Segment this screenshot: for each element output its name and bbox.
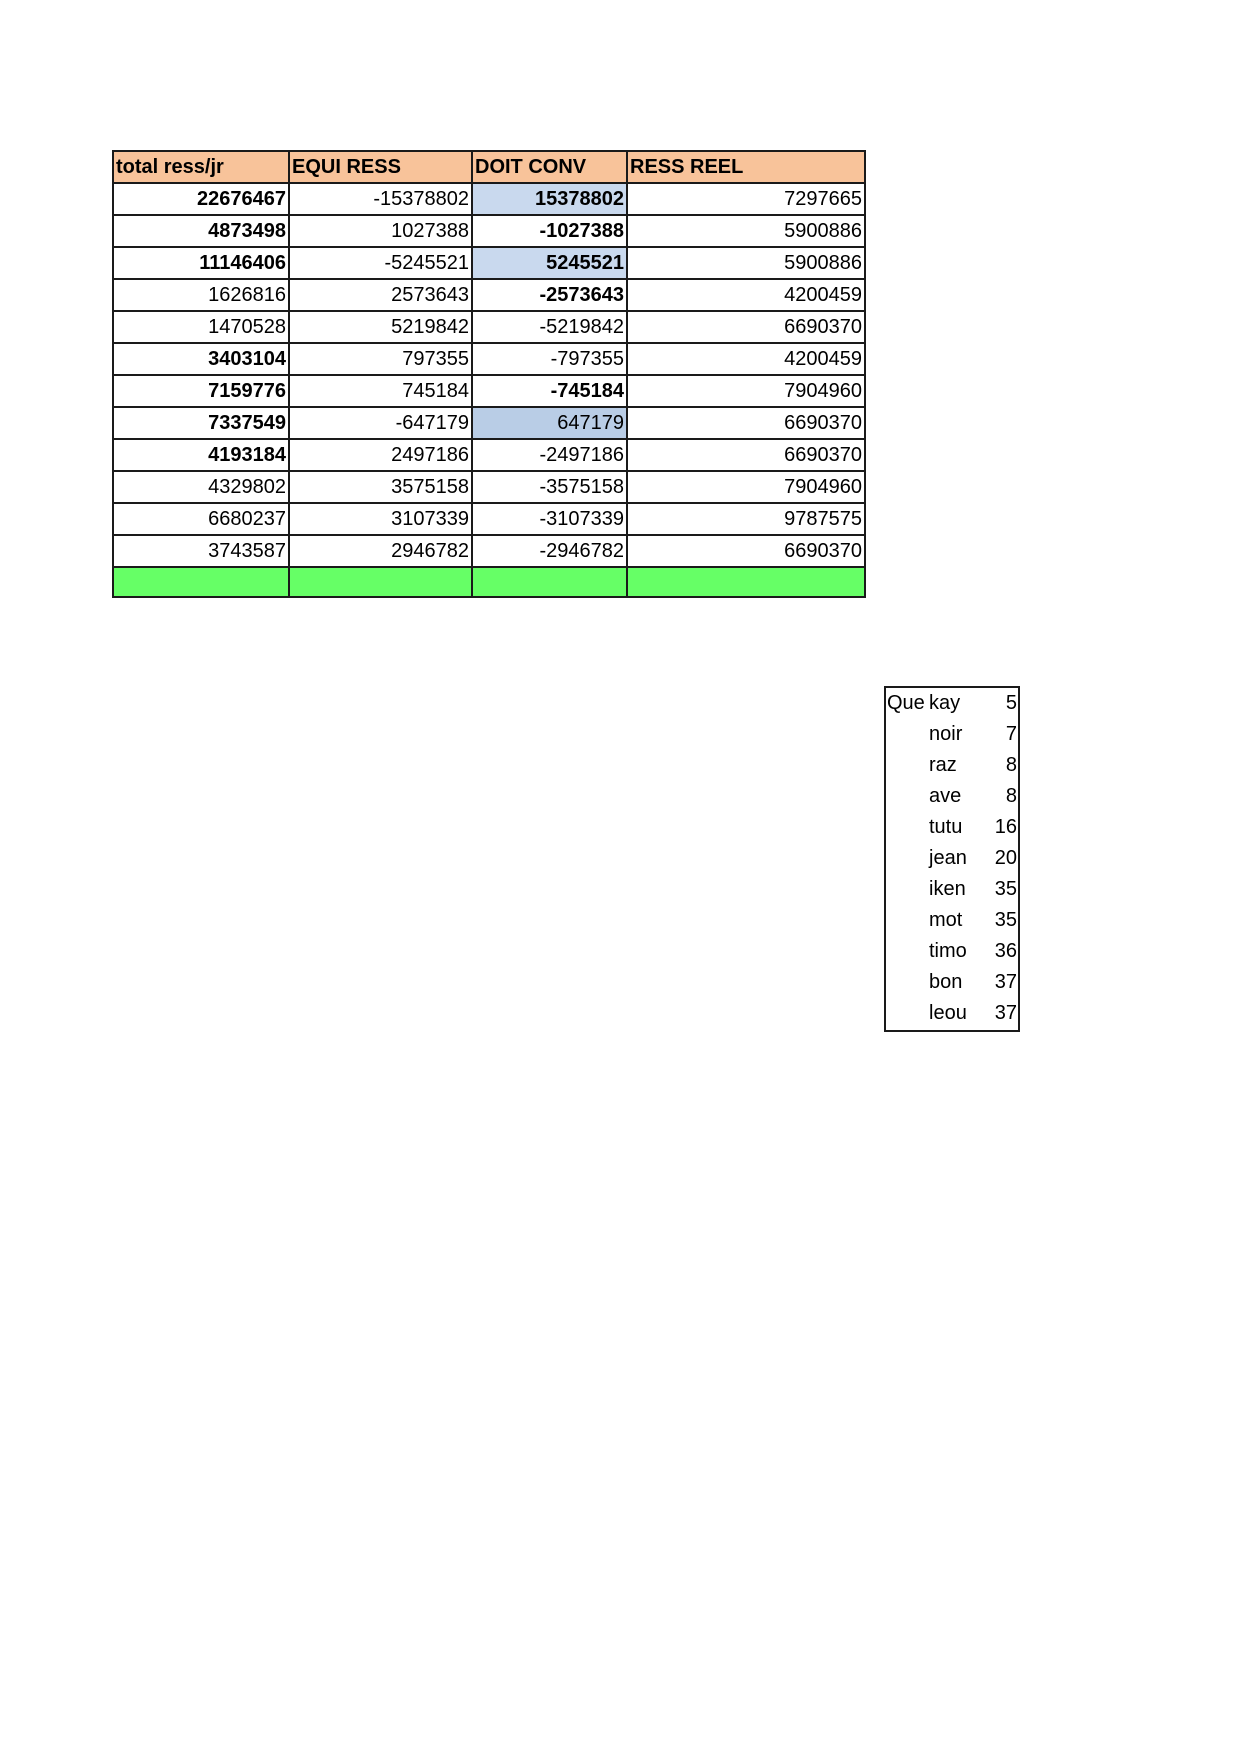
cell-reel[interactable]: 7904960 [627, 471, 865, 503]
ranking-value[interactable]: 35 [994, 878, 1017, 900]
cell-doit[interactable]: 647179 [472, 407, 627, 439]
empty-green-cell[interactable] [289, 567, 472, 597]
list-item [886, 905, 1018, 936]
cell-doit[interactable]: -2573643 [472, 279, 627, 311]
table-row [113, 535, 865, 567]
cell-total[interactable]: 3403104 [113, 343, 289, 375]
empty-green-cell[interactable] [627, 567, 865, 597]
cell-doit[interactable]: 5245521 [472, 247, 627, 279]
ranking-value[interactable]: 36 [994, 940, 1017, 962]
header-row [113, 151, 865, 183]
empty-cell[interactable] [886, 843, 928, 874]
ranking-value[interactable]: 5 [1005, 692, 1017, 714]
resource-table [112, 150, 866, 598]
list-item [886, 812, 1018, 843]
header-total-ress[interactable]: total ress/jr [113, 151, 289, 183]
empty-cell[interactable] [886, 812, 928, 843]
ranking-name[interactable]: mot [929, 909, 963, 931]
list-item [886, 874, 1018, 905]
empty-green-cell[interactable] [472, 567, 627, 597]
cell-equi[interactable]: -15378802 [289, 183, 472, 215]
ranking-name[interactable]: iken [929, 878, 966, 900]
cell-total[interactable]: 22676467 [113, 183, 289, 215]
ranking-value[interactable]: 8 [1005, 754, 1017, 776]
ranking-name[interactable]: tutu [929, 816, 963, 838]
ranking-value[interactable]: 16 [994, 816, 1017, 838]
table-row [113, 375, 865, 407]
table-row [113, 247, 865, 279]
cell-equi[interactable]: 2946782 [289, 535, 472, 567]
table-row [113, 215, 865, 247]
cell-reel[interactable]: 4200459 [627, 343, 865, 375]
table-row [113, 311, 865, 343]
ranking-name[interactable]: ave [929, 785, 962, 807]
cell-total[interactable]: 7159776 [113, 375, 289, 407]
header-doit-conv[interactable]: DOIT CONV [472, 151, 627, 183]
list-item [886, 719, 1018, 750]
header-equi-ress[interactable]: EQUI RESS [289, 151, 472, 183]
ranking-name[interactable]: noir [929, 723, 963, 745]
cell-reel[interactable]: 6690370 [627, 439, 865, 471]
table-row [113, 471, 865, 503]
empty-cell[interactable] [886, 998, 928, 1029]
header-ress-reel[interactable]: RESS REEL [627, 151, 865, 183]
cell-doit[interactable]: -3575158 [472, 471, 627, 503]
ranking-name[interactable]: jean [929, 847, 967, 869]
cell-equi[interactable]: 2497186 [289, 439, 472, 471]
ranking-value[interactable]: 37 [994, 1002, 1017, 1024]
cell-doit[interactable]: -1027388 [472, 215, 627, 247]
empty-cell[interactable] [886, 750, 928, 781]
ranking-box [884, 686, 1020, 1032]
cell-reel[interactable]: 6690370 [627, 535, 865, 567]
cell-equi[interactable]: 2573643 [289, 279, 472, 311]
cell-doit[interactable]: -3107339 [472, 503, 627, 535]
cell-doit[interactable]: -797355 [472, 343, 627, 375]
ranking-label[interactable]: Que [887, 692, 925, 714]
cell-equi[interactable]: 797355 [289, 343, 472, 375]
cell-total[interactable]: 4873498 [113, 215, 289, 247]
ranking-name[interactable]: timo [929, 940, 967, 962]
cell-reel[interactable]: 5900886 [627, 215, 865, 247]
empty-cell[interactable] [886, 967, 928, 998]
cell-total[interactable]: 1626816 [113, 279, 289, 311]
ranking-value[interactable]: 7 [1005, 723, 1017, 745]
cell-total[interactable]: 1470528 [113, 311, 289, 343]
total-row [113, 567, 865, 597]
cell-total[interactable]: 4193184 [113, 439, 289, 471]
cell-reel[interactable]: 5900886 [627, 247, 865, 279]
cell-equi[interactable]: -5245521 [289, 247, 472, 279]
ranking-table [886, 688, 1018, 1029]
cell-doit[interactable]: -2497186 [472, 439, 627, 471]
cell-equi[interactable]: 5219842 [289, 311, 472, 343]
list-item [886, 936, 1018, 967]
empty-green-cell[interactable] [113, 567, 289, 597]
ranking-value[interactable]: 20 [994, 847, 1017, 869]
cell-equi[interactable]: 745184 [289, 375, 472, 407]
ranking-value[interactable]: 8 [1005, 785, 1017, 807]
cell-total[interactable]: 3743587 [113, 535, 289, 567]
ranking-value[interactable]: 35 [994, 909, 1017, 931]
list-item [886, 750, 1018, 781]
cell-total[interactable]: 7337549 [113, 407, 289, 439]
list-item [886, 843, 1018, 874]
cell-reel[interactable]: 6690370 [627, 311, 865, 343]
cell-reel[interactable]: 4200459 [627, 279, 865, 311]
ranking-name[interactable]: bon [929, 971, 963, 993]
cell-doit[interactable]: 15378802 [472, 183, 627, 215]
ranking-value[interactable]: 37 [994, 971, 1017, 993]
cell-doit[interactable]: -745184 [472, 375, 627, 407]
empty-cell[interactable] [886, 781, 928, 812]
empty-cell[interactable] [886, 874, 928, 905]
ranking-name[interactable]: leou [929, 1002, 967, 1024]
table-row [113, 439, 865, 471]
cell-total[interactable]: 4329802 [113, 471, 289, 503]
cell-total[interactable]: 11146406 [113, 247, 289, 279]
cell-doit[interactable]: -5219842 [472, 311, 627, 343]
cell-equi[interactable]: -647179 [289, 407, 472, 439]
list-item [886, 688, 1018, 719]
ranking-name[interactable]: kay [929, 692, 961, 714]
cell-equi[interactable]: 3107339 [289, 503, 472, 535]
empty-cell[interactable] [886, 936, 928, 967]
list-item [886, 998, 1018, 1029]
cell-equi[interactable]: 3575158 [289, 471, 472, 503]
cell-total[interactable]: 6680237 [113, 503, 289, 535]
cell-reel[interactable]: 9787575 [627, 503, 865, 535]
empty-cell[interactable] [886, 905, 928, 936]
cell-reel[interactable]: 7297665 [627, 183, 865, 215]
cell-equi[interactable]: 1027388 [289, 215, 472, 247]
empty-cell[interactable] [886, 719, 928, 750]
table-row [113, 279, 865, 311]
table-row [113, 343, 865, 375]
cell-doit[interactable]: -2946782 [472, 535, 627, 567]
table-row [113, 407, 865, 439]
table-row [113, 183, 865, 215]
list-item [886, 967, 1018, 998]
list-item [886, 781, 1018, 812]
table-row [113, 503, 865, 535]
cell-reel[interactable]: 7904960 [627, 375, 865, 407]
cell-reel[interactable]: 6690370 [627, 407, 865, 439]
ranking-name[interactable]: raz [929, 754, 957, 776]
